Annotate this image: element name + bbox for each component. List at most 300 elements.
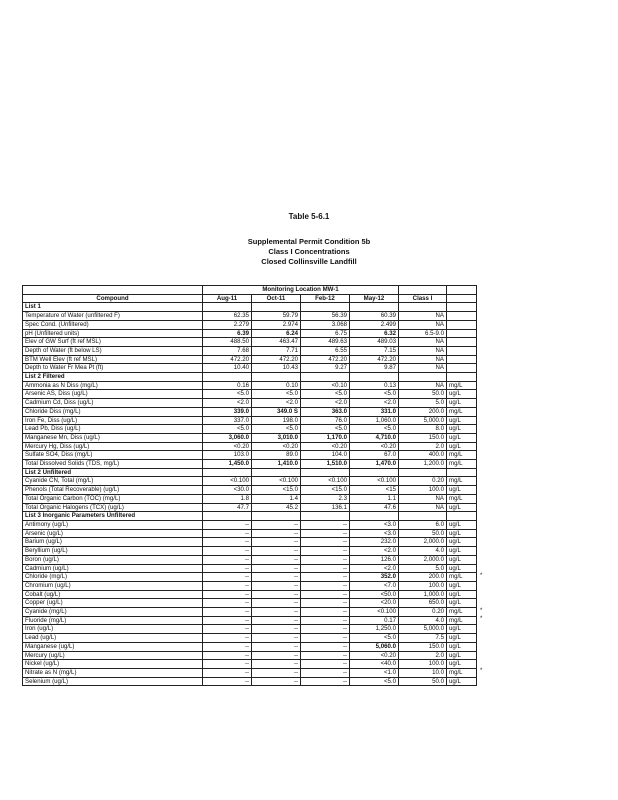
result-cell: 0.17 <box>350 616 399 625</box>
result-cell: -- <box>252 660 301 669</box>
exceedance-flag: * <box>480 572 483 579</box>
result-cell: <3.0 <box>350 520 399 529</box>
result-cell: 59.79 <box>252 312 301 321</box>
compound-name: Depth to Water Fr Mea Pt (ft) <box>23 364 203 373</box>
unit-cell: ug/L <box>447 547 477 556</box>
exceedance-flag: * <box>480 668 483 675</box>
unit-cell: mg/L <box>447 608 477 617</box>
result-cell: <5.0 <box>350 390 399 399</box>
table-row <box>23 660 477 669</box>
result-cell: -- <box>203 520 252 529</box>
result-cell: 6.39 <box>203 329 252 338</box>
result-cell: <2.0 <box>203 399 252 408</box>
table-row <box>23 416 477 425</box>
compound-name: Phenols (Total Recoverable) (ug/L) <box>23 486 203 495</box>
result-cell: -- <box>203 651 252 660</box>
result-cell: -- <box>301 590 350 599</box>
unit-cell <box>447 346 477 355</box>
class-i-standard: 7.5 <box>399 634 447 643</box>
result-cell: -- <box>301 538 350 547</box>
class-i-standard: NA <box>399 503 447 512</box>
result-cell: 472.20 <box>252 355 301 364</box>
result-cell: 3.068 <box>301 320 350 329</box>
column-header: Feb-12 <box>301 294 350 303</box>
result-cell: -- <box>203 555 252 564</box>
result-cell: 0.10 <box>252 381 301 390</box>
table-row <box>23 564 477 573</box>
result-cell: -- <box>252 668 301 677</box>
unit-cell: ug/L <box>447 416 477 425</box>
result-cell: <0.20 <box>350 442 399 451</box>
table-row <box>23 677 477 686</box>
result-cell: 1,410.0 <box>252 460 301 469</box>
compound-name: pH (Unfiltered units) <box>23 329 203 338</box>
table-row <box>23 590 477 599</box>
column-header: Compound <box>23 294 203 303</box>
compound-name: Cadmium Cd, Diss (ug/L) <box>23 399 203 408</box>
compound-name: Beryllium (ug/L) <box>23 547 203 556</box>
result-cell: -- <box>301 581 350 590</box>
result-cell: 6.32 <box>350 329 399 338</box>
result-cell: <1.0 <box>350 668 399 677</box>
unit-cell <box>447 320 477 329</box>
unit-cell <box>447 364 477 373</box>
result-cell: <30.0 <box>203 486 252 495</box>
result-cell: -- <box>252 547 301 556</box>
table-row <box>23 668 477 677</box>
column-header: Oct-11 <box>252 294 301 303</box>
result-cell: 349.0 S <box>252 407 301 416</box>
result-cell: 472.20 <box>301 355 350 364</box>
result-cell: 5,060.0 <box>350 642 399 651</box>
unit-cell: ug/L <box>447 390 477 399</box>
result-cell: 463.47 <box>252 338 301 347</box>
compound-name: Fluoride (mg/L) <box>23 616 203 625</box>
table-row <box>23 329 477 338</box>
result-cell: -- <box>203 677 252 686</box>
result-cell: <5.0 <box>252 390 301 399</box>
result-cell: 6.55 <box>301 346 350 355</box>
table-row <box>23 390 477 399</box>
result-cell: 2.279 <box>203 320 252 329</box>
table-row <box>23 381 477 390</box>
unit-cell <box>447 355 477 364</box>
table-row <box>23 460 477 469</box>
column-header: Class I <box>399 294 447 303</box>
compound-name: Iron Fe, Diss (ug/L) <box>23 416 203 425</box>
result-cell: -- <box>301 625 350 634</box>
result-cell: -- <box>301 642 350 651</box>
unit-cell: ug/L <box>447 555 477 564</box>
unit-cell <box>447 329 477 338</box>
result-cell: <0.100 <box>301 477 350 486</box>
result-cell: -- <box>203 668 252 677</box>
compound-name: Temperature of Water (unfiltered F) <box>23 312 203 321</box>
class-i-standard: 650.0 <box>399 599 447 608</box>
location-header-row <box>23 286 477 295</box>
table-row <box>23 425 477 434</box>
result-cell: 1,250.0 <box>350 625 399 634</box>
class-i-standard: NA <box>399 381 447 390</box>
table-row <box>23 599 477 608</box>
compound-name: Nickel (ug/L) <box>23 660 203 669</box>
exceedance-flag: * <box>480 616 483 623</box>
result-cell: <5.0 <box>301 425 350 434</box>
result-cell: 339.0 <box>203 407 252 416</box>
result-cell: <15 <box>350 486 399 495</box>
result-cell: -- <box>252 599 301 608</box>
result-cell: 1,510.0 <box>301 460 350 469</box>
unit-cell: mg/L <box>447 477 477 486</box>
result-cell: <5.0 <box>350 425 399 434</box>
table-row <box>23 486 477 495</box>
table-row <box>23 494 477 503</box>
result-cell: <0.10 <box>301 381 350 390</box>
result-cell: 7.68 <box>203 346 252 355</box>
section-label: List 1 <box>23 303 203 312</box>
result-cell: 331.0 <box>350 407 399 416</box>
class-i-standard: 200.0 <box>399 573 447 582</box>
result-cell: <0.20 <box>350 651 399 660</box>
unit-cell: ug/L <box>447 642 477 651</box>
unit-cell: ug/L <box>447 442 477 451</box>
result-cell: -- <box>203 564 252 573</box>
unit-cell: ug/L <box>447 486 477 495</box>
result-cell: <7.0 <box>350 581 399 590</box>
result-cell: -- <box>203 634 252 643</box>
class-i-standard: 100.0 <box>399 486 447 495</box>
class-i-standard: 150.0 <box>399 642 447 651</box>
result-cell: -- <box>301 668 350 677</box>
compound-name: Arsenic (ug/L) <box>23 529 203 538</box>
unit-cell: ug/L <box>447 634 477 643</box>
result-cell: <3.0 <box>350 529 399 538</box>
class-i-standard: NA <box>399 312 447 321</box>
result-cell: <20.0 <box>350 599 399 608</box>
result-cell: <0.20 <box>252 442 301 451</box>
compound-name: Mercury (ug/L) <box>23 651 203 660</box>
location-header: Monitoring Location MW-1 <box>203 286 399 295</box>
class-i-standard: 4.0 <box>399 616 447 625</box>
compound-name: Sulfate SO4, Diss (mg/L) <box>23 451 203 460</box>
unit-cell: ug/L <box>447 677 477 686</box>
result-cell: <2.0 <box>350 399 399 408</box>
exceedance-flag: * <box>480 607 483 614</box>
result-cell: -- <box>252 625 301 634</box>
result-cell: -- <box>301 555 350 564</box>
result-cell: 232.0 <box>350 538 399 547</box>
section-row <box>23 468 477 477</box>
caption-line-1: Supplemental Permit Condition 5b <box>247 237 371 246</box>
table-row <box>23 407 477 416</box>
result-cell: -- <box>301 660 350 669</box>
compound-name: Manganese Mn, Diss (ug/L) <box>23 433 203 442</box>
unit-cell: ug/L <box>447 564 477 573</box>
compound-name: Cyanide CN, Total (mg/L) <box>23 477 203 486</box>
unit-cell: ug/L <box>447 503 477 512</box>
result-cell: <5.0 <box>252 425 301 434</box>
result-cell: -- <box>301 520 350 529</box>
compound-name: Depth of Water (ft below LS) <box>23 346 203 355</box>
compound-name: Total Organic Halogens (TCX) (ug/L) <box>23 503 203 512</box>
result-cell: -- <box>252 520 301 529</box>
unit-cell: mg/L <box>447 616 477 625</box>
result-cell: 67.0 <box>350 451 399 460</box>
result-cell: <40.0 <box>350 660 399 669</box>
table-row <box>23 477 477 486</box>
result-cell: -- <box>301 573 350 582</box>
result-cell: <5.0 <box>350 677 399 686</box>
result-cell: 1.8 <box>203 494 252 503</box>
compound-name: Total Organic Carbon (TOC) (mg/L) <box>23 494 203 503</box>
result-cell: -- <box>203 616 252 625</box>
class-i-standard: 1,000.0 <box>399 590 447 599</box>
result-cell: -- <box>301 677 350 686</box>
table-row <box>23 547 477 556</box>
result-cell: 337.0 <box>203 416 252 425</box>
compound-name: BTM Well Elev (ft ref MSL) <box>23 355 203 364</box>
result-cell: 489.03 <box>350 338 399 347</box>
unit-cell: mg/L <box>447 668 477 677</box>
class-i-standard: 5.0 <box>399 399 447 408</box>
table-row <box>23 442 477 451</box>
result-cell: <50.0 <box>350 590 399 599</box>
compound-name: Cyanide (mg/L) <box>23 608 203 617</box>
result-cell: -- <box>203 625 252 634</box>
result-cell: 1.4 <box>252 494 301 503</box>
table-row <box>23 312 477 321</box>
result-cell: 2.3 <box>301 494 350 503</box>
result-cell: 1,170.0 <box>301 433 350 442</box>
compound-name: Lead Pb, Diss (ug/L) <box>23 425 203 434</box>
unit-cell: ug/L <box>447 599 477 608</box>
result-cell: <0.100 <box>350 477 399 486</box>
table-row <box>23 573 477 582</box>
compound-name: Copper (ug/L) <box>23 599 203 608</box>
result-cell: -- <box>203 581 252 590</box>
table-row <box>23 364 477 373</box>
unit-cell: mg/L <box>447 451 477 460</box>
result-cell: -- <box>252 573 301 582</box>
result-cell: <0.100 <box>350 608 399 617</box>
compound-name: Arsenic AS, Diss (ug/L) <box>23 390 203 399</box>
result-cell: <0.20 <box>203 442 252 451</box>
unit-cell: mg/L <box>447 381 477 390</box>
unit-cell: ug/L <box>447 651 477 660</box>
result-cell: -- <box>252 529 301 538</box>
class-i-standard: NA <box>399 494 447 503</box>
result-cell: -- <box>203 529 252 538</box>
class-i-standard: 50.0 <box>399 529 447 538</box>
result-cell: <2.0 <box>301 399 350 408</box>
result-cell: 0.16 <box>203 381 252 390</box>
result-cell: 472.20 <box>350 355 399 364</box>
table-row <box>23 529 477 538</box>
section-label: List 2 Filtered <box>23 373 203 382</box>
result-cell: -- <box>301 599 350 608</box>
table-row <box>23 503 477 512</box>
result-cell: -- <box>301 564 350 573</box>
compound-name: Ammonia as N Diss (mg/L) <box>23 381 203 390</box>
class-i-standard: 1,200.0 <box>399 460 447 469</box>
result-cell: 1.1 <box>350 494 399 503</box>
unit-cell: ug/L <box>447 538 477 547</box>
result-cell: 89.0 <box>252 451 301 460</box>
result-cell: <5.0 <box>203 390 252 399</box>
result-cell: <5.0 <box>203 425 252 434</box>
result-cell: -- <box>203 608 252 617</box>
compound-name: Antimony (ug/L) <box>23 520 203 529</box>
unit-cell: mg/L <box>447 460 477 469</box>
section-label: List 2 Unfiltered <box>23 468 203 477</box>
class-i-standard: NA <box>399 355 447 364</box>
result-cell: 1,450.0 <box>203 460 252 469</box>
unit-cell: ug/L <box>447 625 477 634</box>
compound-name: Chloride (mg/L) <box>23 573 203 582</box>
column-header: Aug-11 <box>203 294 252 303</box>
result-cell: 10.40 <box>203 364 252 373</box>
section-label: List 3 Inorganic Parameters Unfiltered <box>23 512 203 521</box>
class-i-standard: 2.0 <box>399 651 447 660</box>
result-cell: <15.0 <box>252 486 301 495</box>
result-cell: 9.87 <box>350 364 399 373</box>
result-cell: 103.0 <box>203 451 252 460</box>
compound-name: Chloride Diss (mg/L) <box>23 407 203 416</box>
result-cell: -- <box>301 616 350 625</box>
table-row <box>23 399 477 408</box>
result-cell: 10.43 <box>252 364 301 373</box>
class-i-standard: 2,000.0 <box>399 555 447 564</box>
result-cell: -- <box>252 555 301 564</box>
result-cell: 6.75 <box>301 329 350 338</box>
result-cell: 47.7 <box>203 503 252 512</box>
result-cell: -- <box>301 547 350 556</box>
result-cell: 60.39 <box>350 312 399 321</box>
compound-name: Manganese (ug/L) <box>23 642 203 651</box>
class-i-standard: 0.20 <box>399 477 447 486</box>
result-cell: 136.1 <box>301 503 350 512</box>
class-i-standard: NA <box>399 364 447 373</box>
class-i-standard: 200.0 <box>399 407 447 416</box>
result-cell: 3,010.0 <box>252 433 301 442</box>
unit-cell: mg/L <box>447 573 477 582</box>
result-cell: 198.0 <box>252 416 301 425</box>
class-i-standard: 2,000.0 <box>399 538 447 547</box>
table-row <box>23 581 477 590</box>
result-cell: 56.39 <box>301 312 350 321</box>
class-i-standard: 100.0 <box>399 581 447 590</box>
class-i-standard: NA <box>399 320 447 329</box>
result-cell: 488.50 <box>203 338 252 347</box>
caption-line-3: Closed Collinsville Landfill <box>261 257 357 266</box>
result-cell: 9.27 <box>301 364 350 373</box>
result-cell: 0.13 <box>350 381 399 390</box>
compound-name: Total Dissolved Solids (TDS, mg/L) <box>23 460 203 469</box>
result-cell: 1,470.0 <box>350 460 399 469</box>
compound-name: Lead (ug/L) <box>23 634 203 643</box>
result-cell: -- <box>252 642 301 651</box>
result-cell: 3,060.0 <box>203 433 252 442</box>
result-cell: -- <box>203 573 252 582</box>
compound-name: Cobalt (ug/L) <box>23 590 203 599</box>
table-row <box>23 538 477 547</box>
class-i-standard: 4.0 <box>399 547 447 556</box>
result-cell: 7.15 <box>350 346 399 355</box>
result-cell: -- <box>252 608 301 617</box>
class-i-standard: 5,000.0 <box>399 625 447 634</box>
table-row <box>23 433 477 442</box>
class-i-standard: 6.0 <box>399 520 447 529</box>
table-row <box>23 634 477 643</box>
concentrations-table <box>22 285 477 686</box>
compound-name: Elev of GW Surf (ft ref MSL) <box>23 338 203 347</box>
class-i-standard: 5,000.0 <box>399 416 447 425</box>
unit-cell: ug/L <box>447 433 477 442</box>
result-cell: 126.0 <box>350 555 399 564</box>
table-row <box>23 338 477 347</box>
table-row <box>23 520 477 529</box>
section-row <box>23 373 477 382</box>
result-cell: <2.0 <box>350 547 399 556</box>
table-row <box>23 625 477 634</box>
class-i-standard: 400.0 <box>399 451 447 460</box>
result-cell: -- <box>252 581 301 590</box>
unit-cell: ug/L <box>447 399 477 408</box>
class-i-standard: 10.0 <box>399 668 447 677</box>
section-row <box>23 303 477 312</box>
result-cell: 2.499 <box>350 320 399 329</box>
unit-cell: ug/L <box>447 660 477 669</box>
caption-line-2: Class I Concentrations <box>268 247 350 256</box>
table-row <box>23 616 477 625</box>
result-cell: 472.20 <box>203 355 252 364</box>
result-cell: 62.35 <box>203 312 252 321</box>
result-cell: -- <box>203 599 252 608</box>
result-cell: -- <box>252 616 301 625</box>
table-row <box>23 355 477 364</box>
result-cell: -- <box>301 529 350 538</box>
compound-name: Iron (ug/L) <box>23 625 203 634</box>
result-cell: -- <box>203 538 252 547</box>
result-cell: 352.0 <box>350 573 399 582</box>
result-cell: <0.100 <box>203 477 252 486</box>
result-cell: -- <box>252 677 301 686</box>
result-cell: -- <box>203 590 252 599</box>
result-cell: 76.0 <box>301 416 350 425</box>
unit-cell: mg/L <box>447 494 477 503</box>
result-cell: 363.0 <box>301 407 350 416</box>
result-cell: 104.0 <box>301 451 350 460</box>
result-cell: -- <box>252 590 301 599</box>
result-cell: 2.974 <box>252 320 301 329</box>
result-cell: <5.0 <box>301 390 350 399</box>
column-header: May-12 <box>350 294 399 303</box>
result-cell: <2.0 <box>350 564 399 573</box>
table-row <box>23 346 477 355</box>
compound-name: Mercury Hg, Diss (ug/L) <box>23 442 203 451</box>
unit-cell: ug/L <box>447 529 477 538</box>
result-cell: -- <box>301 608 350 617</box>
compound-name: Boron (ug/L) <box>23 555 203 564</box>
class-i-standard: 50.0 <box>399 390 447 399</box>
unit-cell: ug/L <box>447 590 477 599</box>
table-row <box>23 451 477 460</box>
unit-cell: ug/L <box>447 581 477 590</box>
class-i-standard: 150.0 <box>399 433 447 442</box>
compound-name: Spec Cond. (Unfiltered) <box>23 320 203 329</box>
class-i-standard: NA <box>399 346 447 355</box>
column-header-row <box>23 294 477 303</box>
